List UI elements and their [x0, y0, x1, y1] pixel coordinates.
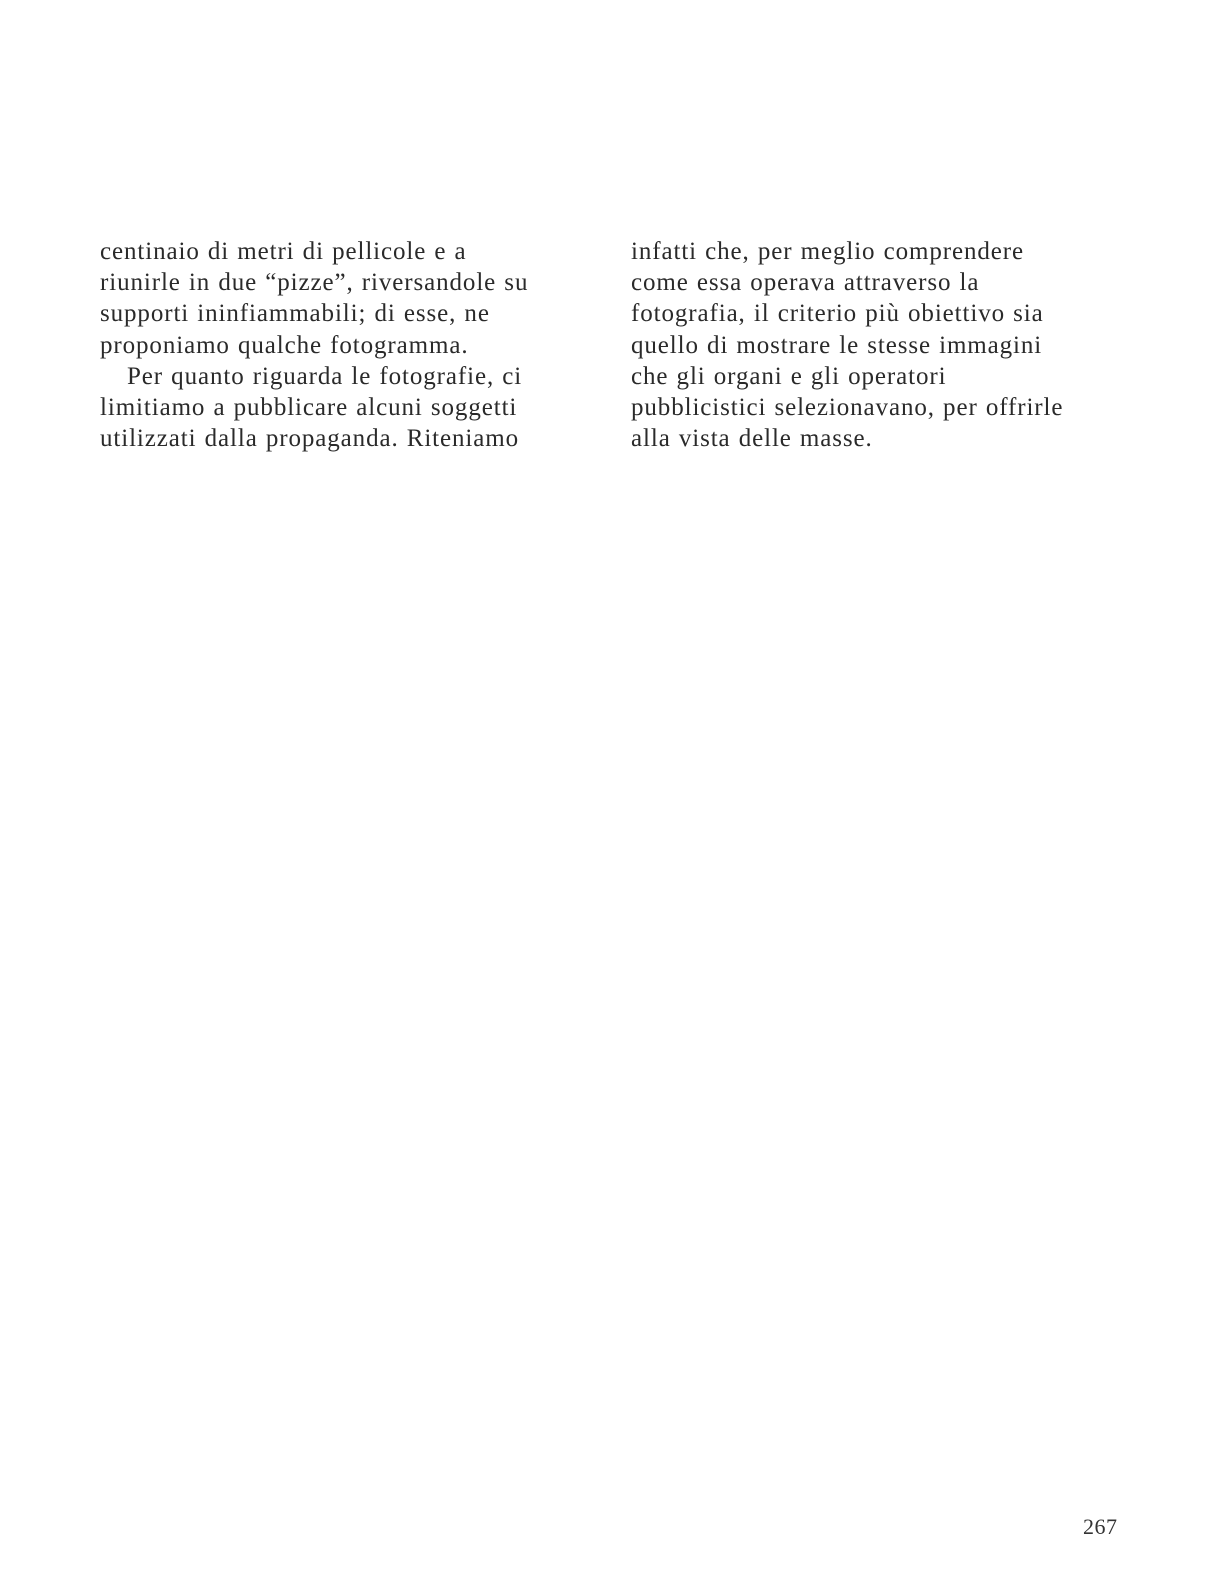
text-line: infatti che, per meglio comprendere: [631, 238, 1024, 265]
text-line: proponiamo qualche fotogramma.: [100, 331, 469, 359]
right-text-column: [631, 236, 1121, 454]
text-line: supporti ininfiammabili; di esse, ne: [100, 300, 490, 328]
text-line: alla vista delle masse.: [631, 425, 873, 453]
text-line: centinaio di metri di pellicole e a: [100, 238, 467, 265]
text-line: utilizzati dalla propaganda. Riteniamo: [100, 425, 520, 453]
text-line: quello di mostrare le stesse immagini: [631, 331, 1043, 359]
page-number: 267: [1083, 1514, 1118, 1539]
text-line: che gli organi e gli operatori: [631, 362, 947, 390]
left-text-column: [100, 236, 580, 454]
paragraph-start-line: Per quanto riguarda le fotografie, ci: [127, 362, 523, 390]
text-line: riunirle in due “pizze”, riversandole su: [100, 269, 529, 297]
text-line: come essa operava attraverso la: [631, 269, 980, 297]
text-line: limitiamo a pubblicare alcuni soggetti: [100, 394, 518, 422]
text-line: fotografia, il criterio più obiettivo sia: [631, 300, 1044, 328]
text-line: pubblicistici selezionavano, per offrirle: [631, 394, 1064, 422]
